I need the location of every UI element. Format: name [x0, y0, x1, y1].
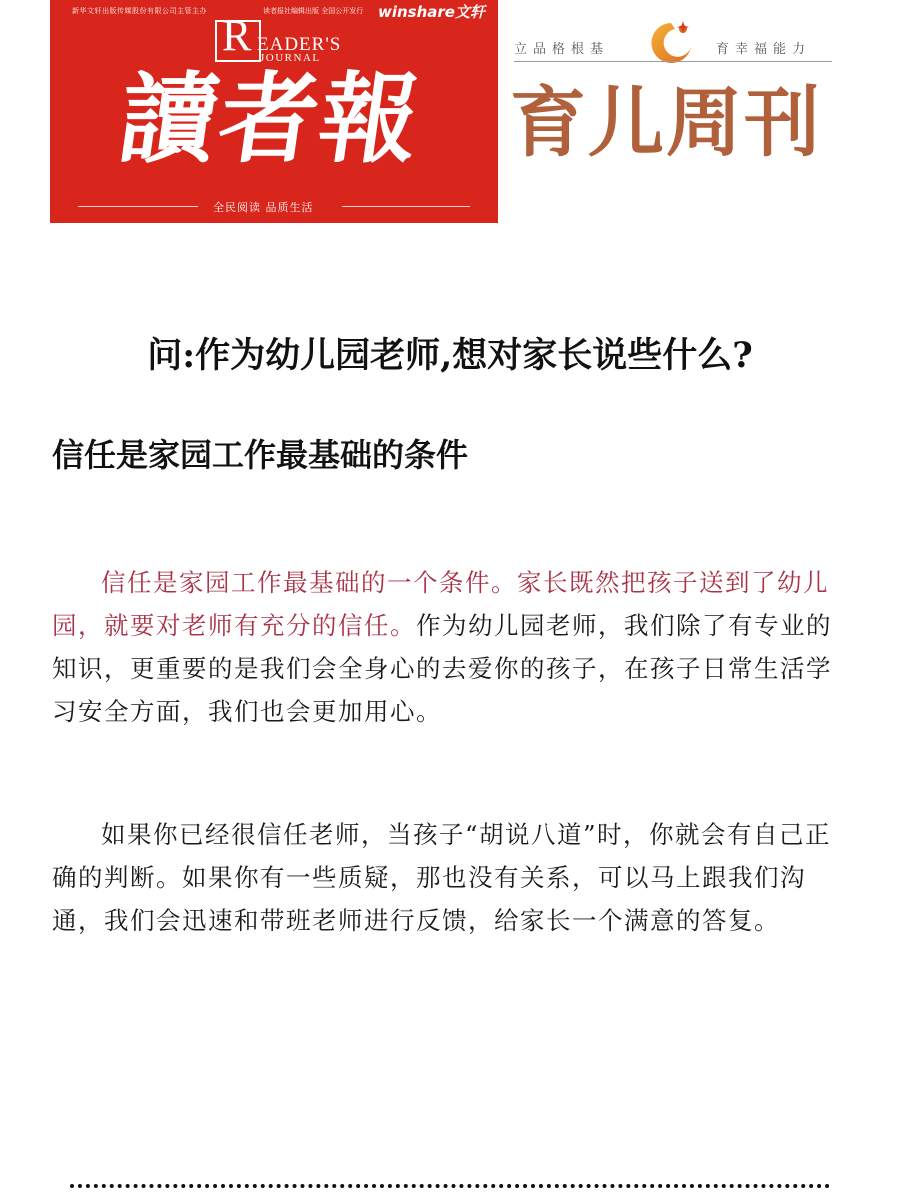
publisher-line: 新华文轩出版传媒股份有限公司主管主办: [72, 7, 207, 15]
distribution-line: 读者报社编辑出版 全国公开发行: [263, 7, 364, 15]
paragraph-1: [52, 561, 832, 733]
parenting-tagline-rule: [514, 61, 832, 62]
dotted-divider: [70, 1184, 830, 1188]
paragraph-2: 如果你已经很信任老师，当孩子“胡说八道”时，你就会有自己正确的判断。如果你有一些质疑，那也没有关系，可以马上跟我们沟通，我们会迅速和带班老师进行反馈，给家长一个满意的答复。: [52, 820, 832, 935]
readers-journal-banner: [50, 0, 498, 223]
winshare-logo: [378, 1, 485, 22]
winshare-logo-cn: 文轩: [454, 3, 485, 21]
paragraph-1-highlight: 信任是家园工作最基础的一个条件。家长既然把孩子送到了幼儿园，就要对老师有充分的信任。: [52, 568, 829, 640]
readers-journal-logo-text: EADER'S: [257, 34, 342, 55]
article-question: 问:作为幼儿园老师,想对家长说些什么?: [147, 335, 753, 376]
parenting-right-tagline: 育幸福能力: [716, 42, 812, 57]
parenting-weekly-title: 育儿周刊: [510, 78, 822, 167]
winshare-logo-latin: winshare: [378, 3, 455, 21]
slogan-rule-right: [342, 206, 470, 207]
readers-journal-calligraphy-title: 讀者報: [111, 62, 429, 177]
parenting-left-tagline: 立品格根基: [514, 42, 610, 57]
slogan-rule-left: [78, 206, 198, 207]
paragraph-1-body: 作为幼儿园老师，我们除了有专业的知识，更重要的是我们会全身心的去爱你的孩子，在孩子日常生活学习安全方面，我们也会更加用心。: [52, 611, 832, 726]
article-heading: 信任是家园工作最基础的条件: [52, 436, 469, 474]
readers-journal-logo-subtext: JOURNAL: [260, 52, 321, 64]
readers-journal-logo-initial: R: [222, 11, 252, 60]
banner-slogan: 全民阅读 品质生活: [213, 201, 314, 214]
